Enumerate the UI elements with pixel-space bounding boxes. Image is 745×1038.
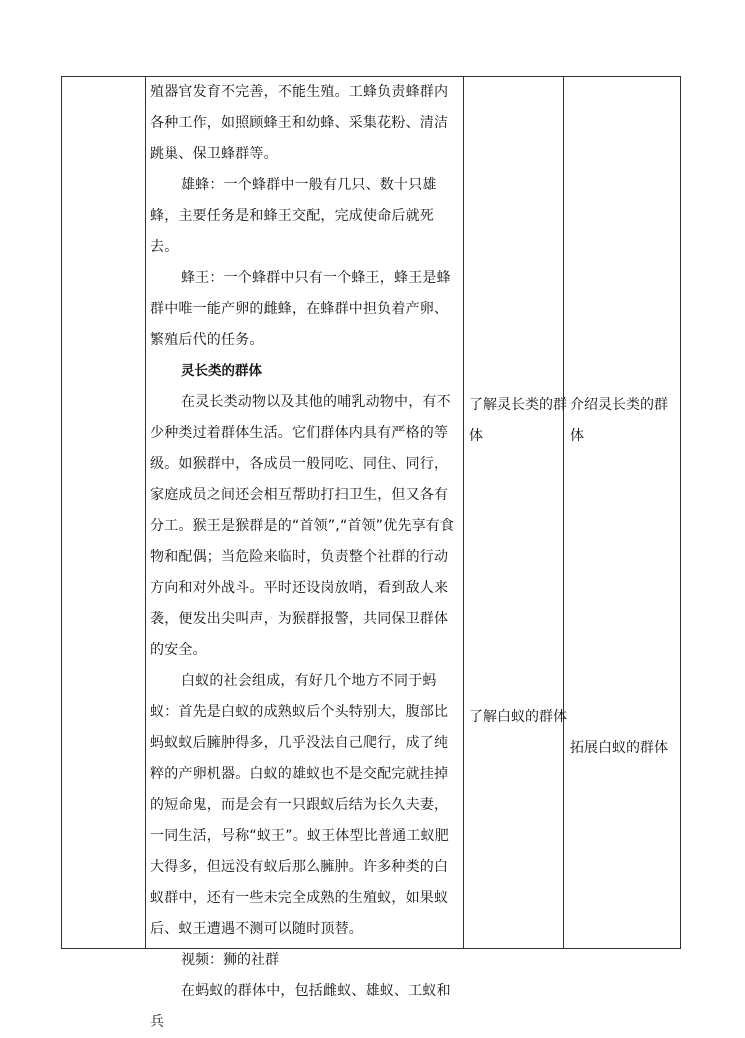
column-divider — [563, 77, 564, 948]
paragraph-worker-bee: 殖器官发育不完善，不能生殖。工蜂负责蜂群内各种工作，如照顾蜂王和幼蜂、采集花粉、清洁跳巢、保卫蜂群等。 — [150, 84, 449, 162]
paragraph-termites: 白蚁的社会组成，有好几个地方不同于蚂蚁：首先是白蚁的成熟蚁后个头特别大，腹部比蚂蚁蚁后臃肿得多，几乎没法自己爬行，成了纯粹的产卵机器。白蚁的雄蚁也不是交配完就挂掉的短命鬼，而是会有一只跟蚁后结为长久夫妻，一同生活，号称“蚁王”。蚁王体型比普通工蚁肥大得多，但远没有蚁后那么臃肿。许多种类的白蚁群中，还有一些未完全成熟的生殖蚁，如果蚁后、蚁王遭遇不测可以随时顶替。 — [150, 673, 449, 937]
video-label: 视频：狮的社群 — [181, 952, 279, 968]
column-divider — [145, 77, 146, 948]
column-divider — [463, 77, 464, 948]
section-heading-primates: 灵长类的群体 — [181, 363, 262, 379]
lesson-table — [61, 76, 681, 1030]
paragraph-ants: 在蚂蚁的群体中，包括雌蚁、雄蚁、工蚁和兵 — [150, 983, 451, 1030]
goal-primate: 了解灵长类的群体 — [469, 397, 567, 444]
activity-primate: 介绍灵长类的群体 — [570, 397, 668, 444]
paragraph-drone: 雄蜂：一个蜂群中一般有几只、数十只雄蜂，主要任务是和蜂王交配，完成使命后就死去。 — [150, 177, 437, 255]
goal-termite: 了解白蚁的群体 — [469, 709, 567, 725]
paragraph-primates: 在灵长类动物以及其他的哺乳动物中，有不少种类过着群体生活。它们群体内具有严格的等级。如猴群中，各成员一般同吃、同住、同行，家庭成员之间还会相互帮助打扫卫生，但又各有分工。猴王是猴群是的“首领”,“首领”优先享有食物和配偶；当危险来临时，负责整个社群的行动方向和对外战斗。平时还设岗放哨，看到敌人来袭，便发出尖叫声，为猴群报警，共同保卫群体的安全。 — [150, 394, 455, 658]
activity-termite: 拓展白蚁的群体 — [570, 740, 668, 756]
paragraph-queen: 蜂王：一个蜂群中只有一个蜂王，蜂王是蜂群中唯一能产卵的雌蜂，在蜂群中担负着产卵、繁殖后代的任务。 — [150, 270, 451, 348]
content-column — [150, 77, 460, 1038]
